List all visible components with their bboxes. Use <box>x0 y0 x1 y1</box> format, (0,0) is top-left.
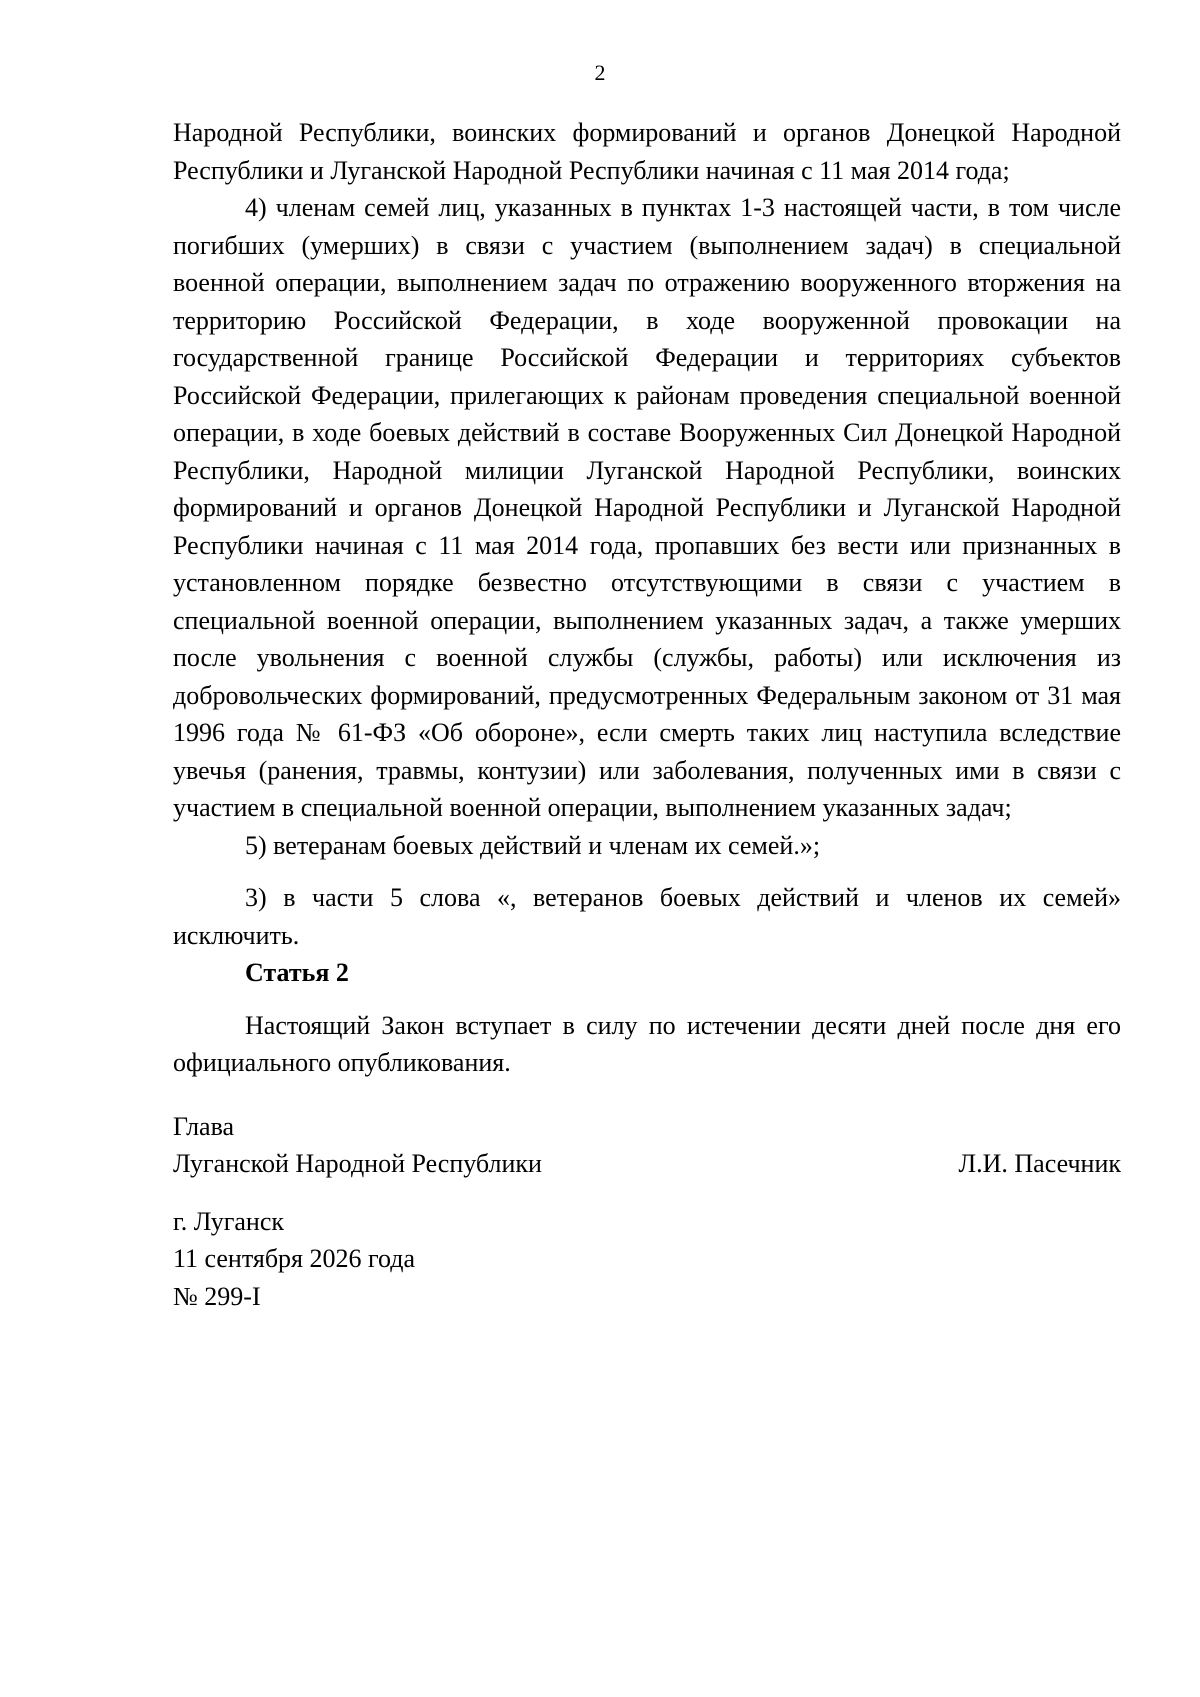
page-number: 2 <box>594 60 606 85</box>
place-date-block <box>173 1203 1121 1316</box>
paragraph-item-4: 4) членам семей лиц, указанных в пунктах 1-3 настоящей части, в том числе погибших (умерших) в связи с участием (выполнением задач) в специальной военной операции, выполнением задач по отражению вооруженного вторжения на территорию Российской Федерации, в ходе вооруженной провокации на государственной границе Российской Федерации и территориях субъектов Российской Федерации, прилегающих к районам проведения специальной военной операции, в ходе боевых действий в составе Вооруженных Сил Донецкой Народной Республики, Народной милиции Луганской Народной Республики, воинских формирований и органов Донецкой Народной Республики и Луганской Народной Республики начиная с 11 мая 2014 года, пропавших без вести или признанных в установленном порядке безвестно отсутствующими в связи с участием в специальной военной операции, выполнением указанных задач, а также умерших после увольнения с военной службы (службы, работы) или исключения из добровольческих формирований, предусмотренных Федеральным законом от 31 мая 1996 года № 61-ФЗ «Об обороне», если смерть таких лиц наступила вследствие увечья (ранения, травмы, контузии) или заболевания, полученных ими в связи с участием в специальной военной операции, выполнением указанных задач; <box>173 193 1121 822</box>
document-body <box>173 114 1121 1315</box>
law-number: № 299-I <box>173 1281 261 1311</box>
signature-block <box>173 1108 1121 1183</box>
signature-title-line1: Глава <box>173 1111 235 1141</box>
signature-line <box>173 1145 1121 1183</box>
date: 11 сентября 2026 года <box>173 1244 416 1273</box>
article-heading: Статья 2 <box>245 958 349 987</box>
paragraph-item-5: 5) ветеранам боевых действий и членам их семей.»; <box>245 830 821 860</box>
article-text: Настоящий Закон вступает в силу по истечении десяти дней после дня его официального опубликования. <box>173 1010 1121 1077</box>
paragraph-continuation: Народной Республики, воинских формирований и органов Донецкой Народной Республики и Луганской Народной Республики начиная с 11 мая 2014 года; <box>173 118 1121 185</box>
paragraph-item-3-amendment: 3) в части 5 слова «, ветеранов боевых действий и членов их семей» исключить. <box>173 883 1121 950</box>
signatory-name: Л.И. Пасечник <box>958 1149 1121 1178</box>
place: г. Луганск <box>173 1206 285 1236</box>
signature-title-line2: Луганской Народной Республики <box>173 1149 542 1178</box>
